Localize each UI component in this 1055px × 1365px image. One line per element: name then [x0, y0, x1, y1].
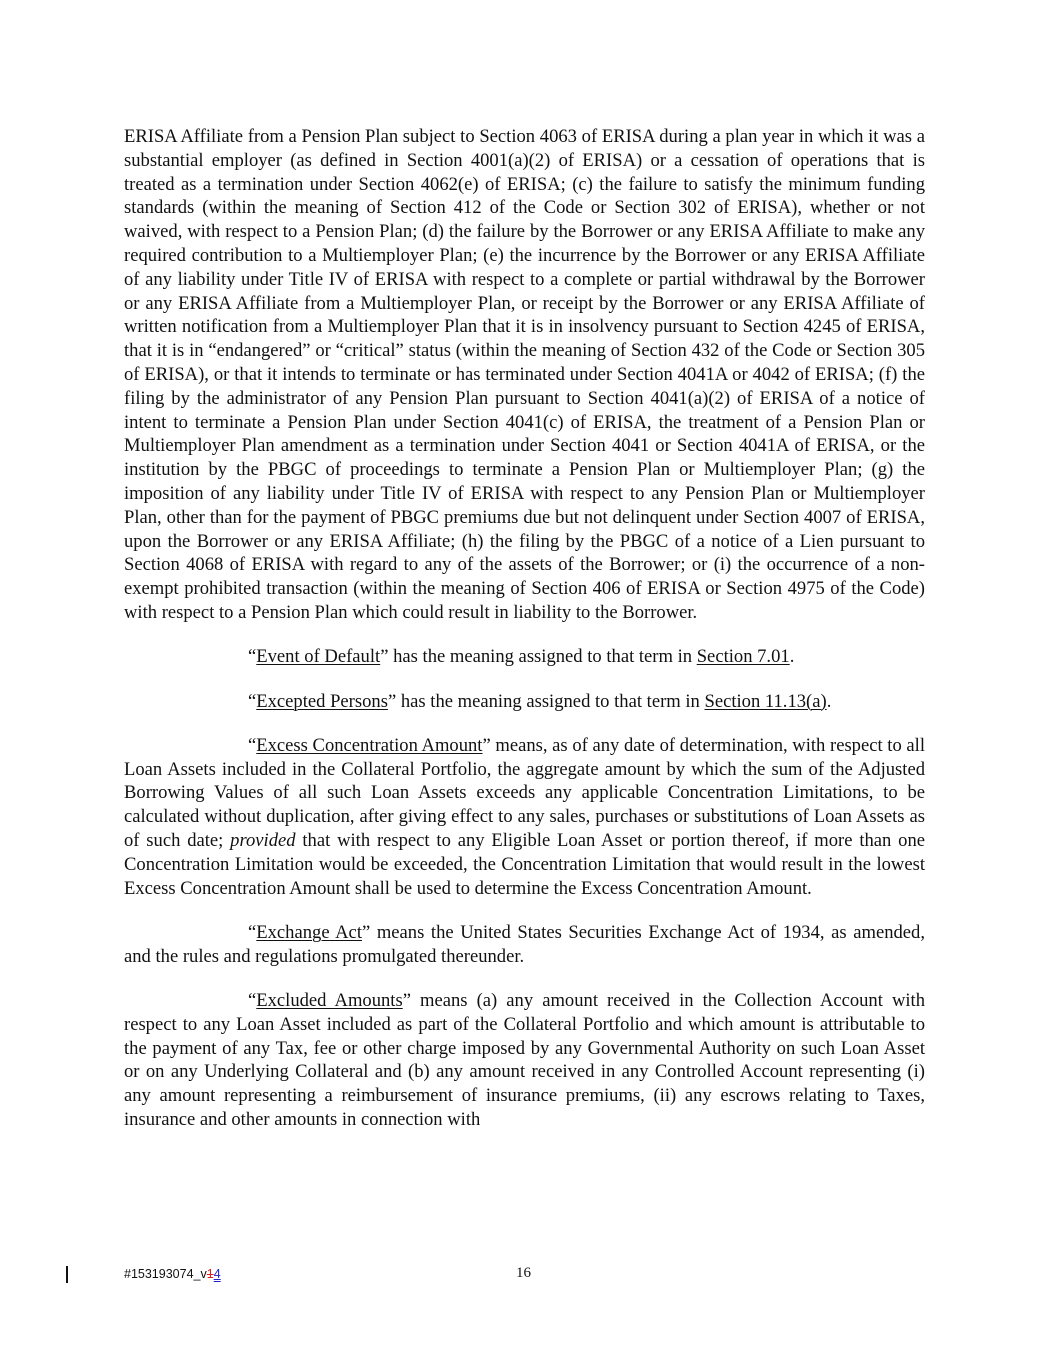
definition-text: ” means (a) any amount received in the Collection Account with respect to any Loan Asset included as part of the Collateral Portfolio and which amount is attributable to the payment of any Tax, fee or other charge imposed by any Governmental Authority on such Loan Asset or on any Underlying Collateral and (b) any amount received in any Controlled Account representing (i) any amount representing a reimbursement of insurance premiums, (ii) any escrows relating to Taxes, insurance and other amounts in connection with — [124, 990, 925, 1130]
defined-term: Excess Concentration Amount — [256, 734, 483, 756]
document-id-prefix: #153193074_v — [124, 1267, 207, 1281]
page-number: 16 — [516, 1265, 531, 1281]
period: . — [826, 690, 832, 712]
definition-text: ” has the meaning assigned to that term in — [380, 646, 697, 668]
open-quote: “ — [248, 990, 257, 1011]
open-quote: “ — [248, 690, 257, 712]
page-footer — [0, 1262, 1055, 1292]
defined-term: Excepted Persons — [256, 690, 388, 712]
italic-proviso: provided — [230, 830, 296, 852]
open-quote: “ — [248, 921, 257, 943]
paragraph-text: ERISA Affiliate from a Pension Plan subject to Section 4063 of ERISA during a plan year in which it was a substantial employer (as defined in Section 4001(a)(2) of ERISA) or a cessation of operations that is treated as a termination under Section 4062(e) of ERISA; (c) the failure to satisfy the minimum funding standards (within the meaning of Section 412 of the Code or Section 302 of ERISA), whether or not waived, with respect to a Pension Plan; (d) the failure by the Borrower or any ERISA Affiliate to make any required contribution to a Multiemployer Plan; (e) the incurrence by the Borrower or any ERISA Affiliate of any liability under Title IV of ERISA with respect to a complete or partial withdrawal by the Borrower or any ERISA Affiliate from a Multiemployer Plan, or receipt by the Borrower or any ERISA Affiliate of written notification from a Multiemployer Plan that it is in insolvency pursuant to Section 4245 of ERISA, that it is in “endangered” or “critical” status (within the meaning of Section 432 of the Code or Section 305 of ERISA), or that it intends to terminate or has terminated under Section 4041A or 4042 of ERISA; (f) the filing by the administrator of any Pension Plan pursuant to Section 4041(a)(2) of ERISA of a notice of intent to terminate a Pension Plan under Section 4041(c) of ERISA, the treatment of a Pension Plan or Multiemployer Plan amendment as a termination under Section 4041 or Section 4041A of ERISA, or the institution by the PBGC of proceedings to terminate a Pension Plan or Multiemployer Plan; (g) the imposition of any liability under Title IV of ERISA with respect to any Pension Plan or Multiemployer Plan, other than for the payment of PBGC premiums due but not delinquent under Section 4007 of ERISA, upon the Borrower or any ERISA Affiliate; (h) the filing by the PBGC of a notice of a Lien pursuant to Section 4068 of ERISA with regard to any of the assets of the Borrower; or (i) the occurrence of a non-exempt prohibited transaction (within the meaning of Section 406 of ERISA or Section 4975 of the Code) with respect to a Pension Plan which could result in liability to the Borrower. — [124, 126, 925, 623]
defined-term: Event of Default — [256, 646, 381, 668]
definition-excess-concentration-amount — [124, 734, 925, 901]
defined-term: Exchange Act — [256, 921, 362, 943]
definition-exchange-act — [124, 921, 925, 969]
defined-term: Excluded Amounts — [256, 990, 403, 1011]
document-id-inserted-revision: 4 — [213, 1267, 221, 1281]
section-reference: Section 7.01 — [696, 646, 790, 668]
document-body — [124, 125, 925, 1132]
period: . — [789, 646, 795, 668]
document-id — [124, 1267, 221, 1281]
paragraph-erisa-event-continued — [124, 125, 925, 625]
section-reference: Section 11.13(a) — [704, 690, 827, 712]
definition-excluded-amounts — [124, 989, 925, 1132]
document-id-deleted-revision: 1 — [206, 1267, 214, 1281]
definition-text-continued: that with respect to any Eligible Loan Asset or portion thereof, if more than one Concentration Limitation would be exceeded, the Concentration Limitation that would result in the lowest Excess Concentration Amount shall be used to determine the Excess Concentration Amount. — [124, 830, 925, 899]
open-quote: “ — [248, 734, 257, 756]
definition-text: ” has the meaning assigned to that term in — [387, 690, 705, 712]
definition-text: ” means the United States Securities Exchange Act of 1934, as amended, and the rules and regulations promulgated thereunder. — [124, 921, 925, 967]
definition-event-of-default — [124, 645, 925, 669]
definition-excepted-persons — [124, 690, 925, 714]
revision-change-bar — [66, 1266, 68, 1283]
definition-text: ” means, as of any date of determination, with respect to all Loan Assets included in the Collateral Portfolio, the aggregate amount by which the sum of the Adjusted Borrowing Values of all such Loan Assets exceeds any applicable Concentration Limitations, to be calculated without duplication, after giving effect to any sales, purchases or substitutions of Loan Assets as of such date; — [124, 734, 926, 852]
open-quote: “ — [248, 646, 257, 668]
